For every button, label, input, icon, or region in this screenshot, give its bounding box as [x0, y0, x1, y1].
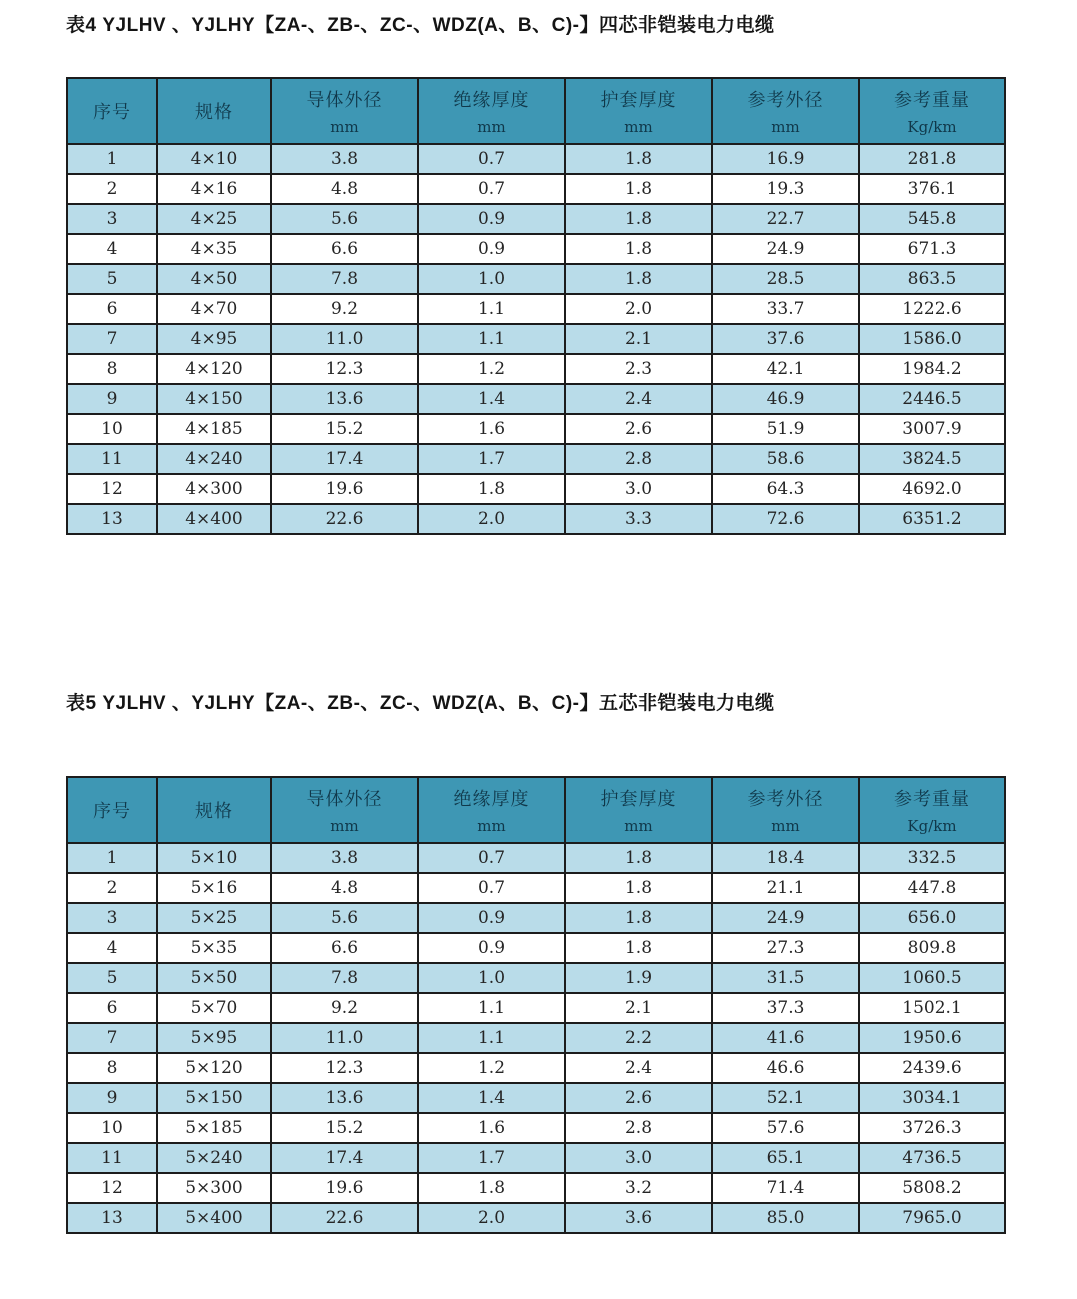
table-cell: 1.0	[418, 963, 565, 993]
table-cell: 3.6	[565, 1203, 712, 1233]
table-cell: 3	[67, 204, 157, 234]
table5-cable-specs	[66, 776, 1006, 1234]
table-cell: 2.6	[565, 1083, 712, 1113]
table-cell: 1.8	[418, 474, 565, 504]
table-cell: 65.1	[712, 1143, 859, 1173]
column-header-unit: Kg/km	[907, 817, 957, 836]
table-cell: 46.9	[712, 384, 859, 414]
table-cell: 2.4	[565, 1053, 712, 1083]
column-header-label: 导体外径	[306, 89, 383, 111]
table-cell: 1.1	[418, 993, 565, 1023]
column-header-wrap	[566, 778, 711, 842]
table-cell: 4×95	[157, 324, 271, 354]
table-cell: 3726.3	[859, 1113, 1005, 1143]
table-row	[67, 384, 1005, 414]
column-header	[565, 777, 712, 843]
table-cell: 5×185	[157, 1113, 271, 1143]
table-cell: 1.4	[418, 1083, 565, 1113]
table-cell: 17.4	[271, 444, 418, 474]
table-cell: 4692.0	[859, 474, 1005, 504]
column-header-label: 护套厚度	[600, 89, 677, 111]
header-row	[67, 777, 1005, 843]
table-cell: 809.8	[859, 933, 1005, 963]
table-cell: 12.3	[271, 354, 418, 384]
table-cell: 2.1	[565, 324, 712, 354]
table-cell: 4×185	[157, 414, 271, 444]
column-header-label: 序号	[93, 102, 131, 123]
table-cell: 37.3	[712, 993, 859, 1023]
table-cell: 3	[67, 903, 157, 933]
table-cell: 4×50	[157, 264, 271, 294]
table-cell: 0.7	[418, 174, 565, 204]
column-header-unit: Kg/km	[907, 118, 957, 137]
column-header-wrap	[713, 778, 858, 842]
column-header-wrap	[158, 79, 270, 143]
column-header-wrap	[419, 778, 564, 842]
table-cell: 5×10	[157, 843, 271, 873]
table-cell: 1.4	[418, 384, 565, 414]
table-cell: 1060.5	[859, 963, 1005, 993]
column-header-wrap	[860, 778, 1004, 842]
table-cell: 3824.5	[859, 444, 1005, 474]
table-row	[67, 444, 1005, 474]
table5-title: 表5 YJLHV 、YJLHY【ZA-、ZB-、ZC-、WDZ(A、B、C)-】五芯非铠装电力电缆	[66, 693, 775, 714]
table-cell: 72.6	[712, 504, 859, 534]
table-row	[67, 1203, 1005, 1233]
table-cell: 1.8	[565, 873, 712, 903]
table-cell: 15.2	[271, 414, 418, 444]
table-cell: 15.2	[271, 1113, 418, 1143]
table-cell: 5×400	[157, 1203, 271, 1233]
table-cell: 4×70	[157, 294, 271, 324]
column-header	[712, 777, 859, 843]
table-cell: 7965.0	[859, 1203, 1005, 1233]
table-cell: 4×240	[157, 444, 271, 474]
table-cell: 545.8	[859, 204, 1005, 234]
table-cell: 2	[67, 873, 157, 903]
table-cell: 1.2	[418, 354, 565, 384]
table-cell: 11.0	[271, 324, 418, 354]
table-cell: 12	[67, 474, 157, 504]
table-cell: 10	[67, 414, 157, 444]
column-header	[859, 777, 1005, 843]
column-header-label: 参考外径	[747, 89, 824, 111]
table-cell: 4×10	[157, 144, 271, 174]
header-row	[67, 78, 1005, 144]
table-cell: 671.3	[859, 234, 1005, 264]
table-cell: 6.6	[271, 933, 418, 963]
table-cell: 4×300	[157, 474, 271, 504]
table-cell: 58.6	[712, 444, 859, 474]
table-cell: 2.0	[418, 504, 565, 534]
table-cell: 5×50	[157, 963, 271, 993]
table-cell: 5×16	[157, 873, 271, 903]
table-cell: 1	[67, 843, 157, 873]
table-cell: 19.6	[271, 1173, 418, 1203]
table-cell: 28.5	[712, 264, 859, 294]
table-cell: 1.8	[565, 174, 712, 204]
table-cell: 13	[67, 504, 157, 534]
table-cell: 1222.6	[859, 294, 1005, 324]
table-cell: 5×25	[157, 903, 271, 933]
column-header-label: 绝缘厚度	[453, 89, 530, 111]
table-cell: 1.8	[565, 264, 712, 294]
table-cell: 1	[67, 144, 157, 174]
column-header-wrap	[272, 79, 417, 143]
table-cell: 6351.2	[859, 504, 1005, 534]
table-cell: 46.6	[712, 1053, 859, 1083]
table-cell: 42.1	[712, 354, 859, 384]
column-header-label: 规格	[195, 801, 233, 822]
table-cell: 1.8	[565, 843, 712, 873]
table-cell: 3007.9	[859, 414, 1005, 444]
table-cell: 37.6	[712, 324, 859, 354]
table-cell: 1.8	[565, 933, 712, 963]
table-cell: 5×300	[157, 1173, 271, 1203]
table-cell: 9.2	[271, 993, 418, 1023]
table-cell: 4×16	[157, 174, 271, 204]
table-row	[67, 1173, 1005, 1203]
table-cell: 2.0	[565, 294, 712, 324]
table-cell: 10	[67, 1113, 157, 1143]
table-cell: 1.7	[418, 444, 565, 474]
column-header-unit: mm	[477, 817, 506, 836]
table-cell: 51.9	[712, 414, 859, 444]
table-cell: 9.2	[271, 294, 418, 324]
table-cell: 1.9	[565, 963, 712, 993]
table-cell: 6	[67, 993, 157, 1023]
column-header-wrap	[68, 778, 156, 842]
table-cell: 4×120	[157, 354, 271, 384]
table-cell: 24.9	[712, 903, 859, 933]
table-cell: 22.7	[712, 204, 859, 234]
column-header	[418, 777, 565, 843]
table-row	[67, 264, 1005, 294]
table-cell: 19.3	[712, 174, 859, 204]
column-header-label: 参考外径	[747, 788, 824, 810]
table-cell: 2	[67, 174, 157, 204]
table-cell: 41.6	[712, 1023, 859, 1053]
column-header	[712, 78, 859, 144]
table-cell: 0.9	[418, 903, 565, 933]
column-header-label: 序号	[93, 801, 131, 822]
table-cell: 13.6	[271, 384, 418, 414]
column-header-label: 参考重量	[894, 89, 970, 111]
column-header-unit: mm	[624, 817, 653, 836]
table-cell: 3.0	[565, 1143, 712, 1173]
table-cell: 1.8	[565, 144, 712, 174]
table-cell: 0.9	[418, 204, 565, 234]
table-cell: 1.8	[418, 1173, 565, 1203]
table-cell: 5×70	[157, 993, 271, 1023]
table-row	[67, 144, 1005, 174]
table-cell: 17.4	[271, 1143, 418, 1173]
table-cell: 1.1	[418, 294, 565, 324]
table-cell: 8	[67, 1053, 157, 1083]
table-cell: 11	[67, 444, 157, 474]
table-cell: 2.6	[565, 414, 712, 444]
table-row	[67, 474, 1005, 504]
table-cell: 5×240	[157, 1143, 271, 1173]
table-cell: 3034.1	[859, 1083, 1005, 1113]
table-row	[67, 873, 1005, 903]
column-header-unit: mm	[771, 817, 800, 836]
table-cell: 7.8	[271, 264, 418, 294]
table-cell: 4	[67, 234, 157, 264]
table-cell: 1.1	[418, 324, 565, 354]
column-header-wrap	[713, 79, 858, 143]
table-cell: 3.8	[271, 144, 418, 174]
table-cell: 2.4	[565, 384, 712, 414]
table-cell: 5.6	[271, 204, 418, 234]
table-cell: 0.7	[418, 873, 565, 903]
table-cell: 9	[67, 384, 157, 414]
table-cell: 7	[67, 1023, 157, 1053]
table-cell: 71.4	[712, 1173, 859, 1203]
table-cell: 24.9	[712, 234, 859, 264]
table-cell: 2439.6	[859, 1053, 1005, 1083]
column-header-wrap	[272, 778, 417, 842]
table-cell: 16.9	[712, 144, 859, 174]
column-header-wrap	[860, 79, 1004, 143]
table-cell: 4736.5	[859, 1143, 1005, 1173]
table-cell: 4.8	[271, 174, 418, 204]
table-row	[67, 1113, 1005, 1143]
table-cell: 4	[67, 933, 157, 963]
table-cell: 85.0	[712, 1203, 859, 1233]
table-cell: 5×150	[157, 1083, 271, 1113]
table-row	[67, 234, 1005, 264]
table-cell: 1.8	[565, 204, 712, 234]
table-row	[67, 294, 1005, 324]
table-cell: 1.8	[565, 234, 712, 264]
table-row	[67, 354, 1005, 384]
table-cell: 1586.0	[859, 324, 1005, 354]
table-cell: 5.6	[271, 903, 418, 933]
table-cell: 7.8	[271, 963, 418, 993]
table-row	[67, 204, 1005, 234]
table-row	[67, 903, 1005, 933]
column-header	[418, 78, 565, 144]
table-cell: 22.6	[271, 504, 418, 534]
table-cell: 4×35	[157, 234, 271, 264]
column-header-unit: mm	[477, 118, 506, 137]
table-cell: 18.4	[712, 843, 859, 873]
table-cell: 1950.6	[859, 1023, 1005, 1053]
table-cell: 1.2	[418, 1053, 565, 1083]
table-cell: 2.8	[565, 1113, 712, 1143]
table-cell: 5×120	[157, 1053, 271, 1083]
column-header-unit: mm	[624, 118, 653, 137]
column-header	[271, 78, 418, 144]
table-cell: 3.3	[565, 504, 712, 534]
column-header-wrap	[158, 778, 270, 842]
table-cell: 12.3	[271, 1053, 418, 1083]
table-row	[67, 1083, 1005, 1113]
table-cell: 4×25	[157, 204, 271, 234]
table-cell: 863.5	[859, 264, 1005, 294]
table-cell: 1.6	[418, 414, 565, 444]
table-cell: 52.1	[712, 1083, 859, 1113]
column-header	[157, 78, 271, 144]
table-cell: 5×35	[157, 933, 271, 963]
table-cell: 13	[67, 1203, 157, 1233]
table-cell: 6.6	[271, 234, 418, 264]
table-cell: 2.2	[565, 1023, 712, 1053]
table-cell: 19.6	[271, 474, 418, 504]
column-header	[67, 777, 157, 843]
table-row	[67, 504, 1005, 534]
column-header-unit: mm	[330, 118, 359, 137]
column-header-unit: mm	[771, 118, 800, 137]
column-header-label: 规格	[195, 102, 233, 123]
table-cell: 447.8	[859, 873, 1005, 903]
table-cell: 281.8	[859, 144, 1005, 174]
table-row	[67, 414, 1005, 444]
table-row	[67, 1143, 1005, 1173]
table-cell: 7	[67, 324, 157, 354]
table-cell: 12	[67, 1173, 157, 1203]
table-row	[67, 1023, 1005, 1053]
table-cell: 2.1	[565, 993, 712, 1023]
table-cell: 332.5	[859, 843, 1005, 873]
table-cell: 33.7	[712, 294, 859, 324]
table-cell: 2.8	[565, 444, 712, 474]
table-row	[67, 963, 1005, 993]
table-cell: 11.0	[271, 1023, 418, 1053]
column-header-label: 导体外径	[306, 788, 383, 810]
column-header-wrap	[419, 79, 564, 143]
column-header-unit: mm	[330, 817, 359, 836]
table-cell: 6	[67, 294, 157, 324]
column-header-label: 参考重量	[894, 788, 970, 810]
table4-title: 表4 YJLHV 、YJLHY【ZA-、ZB-、ZC-、WDZ(A、B、C)-】四芯非铠装电力电缆	[66, 15, 775, 36]
table-row	[67, 933, 1005, 963]
table-cell: 31.5	[712, 963, 859, 993]
column-header	[67, 78, 157, 144]
table-cell: 0.7	[418, 144, 565, 174]
table-cell: 8	[67, 354, 157, 384]
table-cell: 0.7	[418, 843, 565, 873]
column-header-wrap	[566, 79, 711, 143]
column-header	[859, 78, 1005, 144]
table-cell: 1.0	[418, 264, 565, 294]
table-cell: 5×95	[157, 1023, 271, 1053]
table-cell: 3.2	[565, 1173, 712, 1203]
table-cell: 27.3	[712, 933, 859, 963]
column-header-wrap	[68, 79, 156, 143]
table-cell: 4×400	[157, 504, 271, 534]
table-cell: 5	[67, 264, 157, 294]
column-header-label: 护套厚度	[600, 788, 677, 810]
table-cell: 5	[67, 963, 157, 993]
column-header	[157, 777, 271, 843]
table-cell: 0.9	[418, 234, 565, 264]
table-cell: 1502.1	[859, 993, 1005, 1023]
table-row	[67, 174, 1005, 204]
table-cell: 4×150	[157, 384, 271, 414]
table-cell: 13.6	[271, 1083, 418, 1113]
table-cell: 2.0	[418, 1203, 565, 1233]
table-cell: 0.9	[418, 933, 565, 963]
table-cell: 1.1	[418, 1023, 565, 1053]
table-cell: 11	[67, 1143, 157, 1173]
table-cell: 1.8	[565, 903, 712, 933]
table-row	[67, 324, 1005, 354]
table-cell: 3.8	[271, 843, 418, 873]
table-row	[67, 1053, 1005, 1083]
table-cell: 64.3	[712, 474, 859, 504]
table-cell: 2.3	[565, 354, 712, 384]
table-cell: 1.7	[418, 1143, 565, 1173]
column-header	[271, 777, 418, 843]
table-cell: 57.6	[712, 1113, 859, 1143]
table-cell: 21.1	[712, 873, 859, 903]
table-cell: 22.6	[271, 1203, 418, 1233]
table-cell: 9	[67, 1083, 157, 1113]
table-cell: 656.0	[859, 903, 1005, 933]
table4-cable-specs	[66, 77, 1006, 535]
table-row	[67, 993, 1005, 1023]
table-cell: 1984.2	[859, 354, 1005, 384]
table-cell: 1.6	[418, 1113, 565, 1143]
table-cell: 4.8	[271, 873, 418, 903]
table-row	[67, 843, 1005, 873]
table-cell: 2446.5	[859, 384, 1005, 414]
table-cell: 5808.2	[859, 1173, 1005, 1203]
table-cell: 376.1	[859, 174, 1005, 204]
column-header	[565, 78, 712, 144]
table-cell: 3.0	[565, 474, 712, 504]
column-header-label: 绝缘厚度	[453, 788, 530, 810]
